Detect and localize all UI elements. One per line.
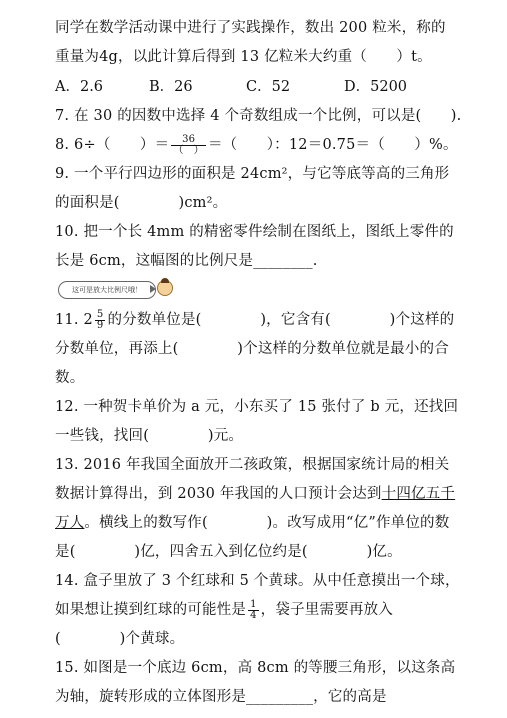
q13-underlined-number-cont: 万人: [55, 515, 85, 531]
choice-c: C．52: [246, 79, 291, 95]
question-14-line-3: ( )个黄球。: [55, 631, 185, 647]
q11-fraction: [95, 310, 106, 331]
question-14-line-1: 14. 盒子里放了 3 个红球和 5 个黄球。从中任意摸出一个球，: [55, 573, 460, 589]
question-6-line-2: 重量为4g，以此计算后得到 13 亿粒米大约重（ ）t。: [55, 49, 432, 65]
question-11-line-2: 分数单位，再添上( )个这样的分数单位就是最小的合: [55, 341, 449, 357]
question-7: 7. 在 30 的因数中选择 4 个奇数组成一个比例，可以是( ).: [55, 108, 462, 124]
question-15-line-2: 为轴，旋转形成的立体图形是_________，它的高是: [55, 689, 387, 705]
mascot-icon: [157, 280, 173, 296]
question-11-line-3: 数。: [55, 370, 85, 386]
question-9-line-2: 的面积是( )cm²。: [55, 195, 228, 211]
q13-underlined-number: 十四亿五千: [381, 486, 456, 502]
question-13-line-3: [55, 512, 449, 534]
q8-lead: 8. 6÷（ ）＝: [55, 137, 170, 153]
q14-tail: ，袋子里需要再放入: [260, 602, 393, 618]
question-15-line-1: 15. 如图是一个底边 6cm，高 8cm 的等腰三角形，以这条高: [55, 660, 456, 676]
choice-a: A．2.6: [55, 79, 104, 95]
q11-denominator: 9: [96, 319, 104, 331]
q13-lead: 数据计算得出，到 2030 年我国的人口预计会达到: [55, 486, 382, 502]
question-13-line-4: 是( )亿，四舍五入到亿位约是( )亿。: [55, 544, 402, 560]
q8-numerator: 36: [171, 135, 206, 146]
q14-lead: 如果想让摸到红球的可能性是: [55, 602, 247, 618]
choice-b: B．26: [149, 79, 193, 95]
hint-callout: 这可是放大比例尺哦！: [58, 281, 156, 299]
choice-d: D．5200: [344, 79, 408, 95]
q14-denominator: 4: [250, 609, 257, 621]
question-6-line-1: 同学在数学活动课中进行了实践操作，数出 200 粒米，称的: [55, 20, 446, 36]
q8-tail: ＝（ ）：12＝0.75＝（ ）%。: [207, 137, 458, 153]
question-10-line-2: 长是 6cm，这幅图的比例尺是________.: [55, 253, 318, 269]
question-12-line-1: 12. 一种贺卡单价为 a 元，小东买了 15 张付了 b 元，还找回: [55, 399, 459, 415]
question-14-line-2: [55, 599, 393, 621]
q11-lead: 11. 2: [55, 312, 93, 328]
question-11-line-1: [55, 309, 454, 331]
question-8: [55, 134, 458, 156]
q14-numerator: 1: [250, 598, 257, 610]
q11-tail: 的分数单位是( )，它含有( )个这样的: [107, 312, 455, 328]
q8-fraction: [171, 135, 206, 156]
question-12-line-2: 一些钱，找回( )元。: [55, 428, 244, 444]
question-10-line-1: 10. 把一个长 4mm 的精密零件绘制在图纸上，图纸上零件的: [55, 224, 454, 240]
q8-denominator: （ ）: [173, 144, 204, 156]
q11-numerator: 5: [96, 308, 104, 320]
question-9-line-1: 9. 一个平行四边形的面积是 24cm²，与它等底等高的三角形: [55, 166, 450, 182]
question-13-line-2: [55, 483, 455, 505]
callout-tail: [150, 285, 156, 293]
q14-fraction: [248, 600, 259, 621]
q13-tail: 。横线上的数写作( )。改写成用“亿”作单位的数: [84, 515, 450, 531]
question-13-line-1: 13. 2016 年我国全面放开二孩政策，根据国家统计局的相关: [55, 457, 450, 473]
